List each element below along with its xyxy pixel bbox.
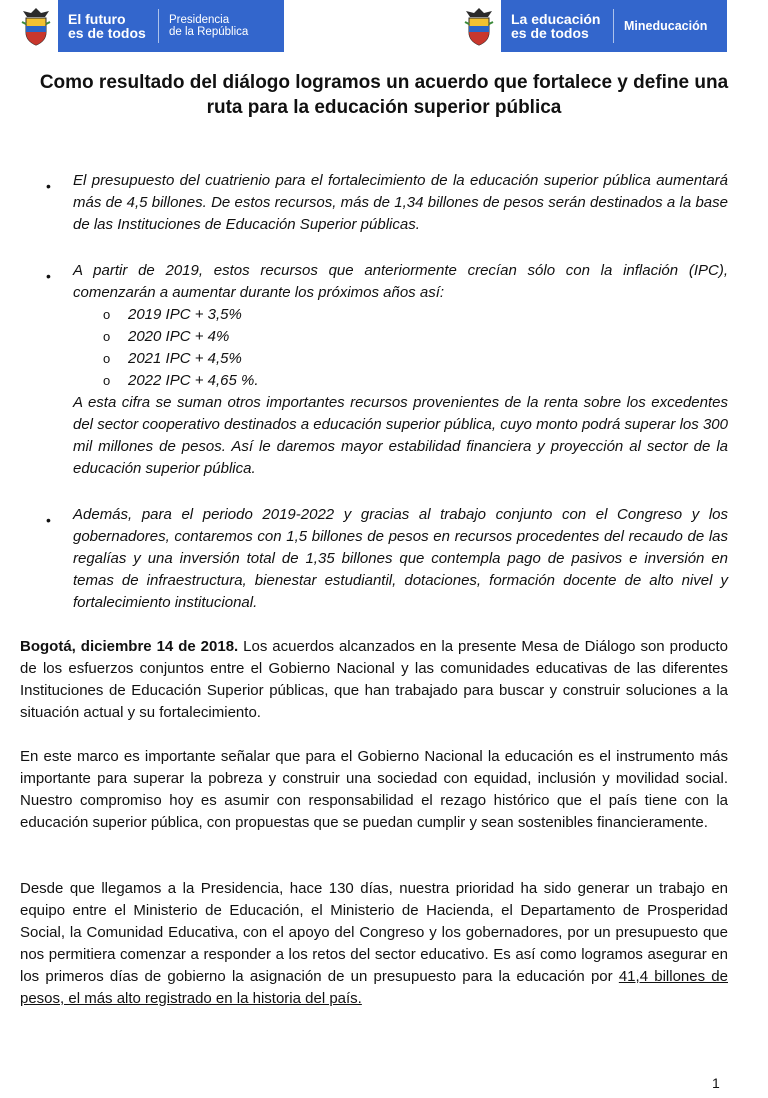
bullet-glyph: •: [46, 512, 51, 528]
sub-item: 2019 IPC + 3,5%: [128, 306, 242, 323]
sub-item: 2021 IPC + 4,5%: [128, 350, 242, 367]
paragraph-3: [20, 878, 728, 1010]
sub-bullet-glyph: o: [103, 373, 111, 388]
dateline: Bogotá, diciembre 14 de 2018.: [20, 638, 239, 655]
coat-of-arms-icon: [457, 0, 501, 52]
mineducacion-banner: [457, 0, 727, 52]
bullet-item: Además, para el periodo 2019-2022 y gracias al trabajo conjunto con el Congreso y los gobernadores, contaremos con 1,5 billones de pesos en recursos procedentes del recaudo de las regalías y una inversión total de 1,35 billones que contempla pago de pasivos e inversión en temas de infraestructura, bienestar estudiantil, dotaciones, formación docente de alto nivel y fortalecimiento institucional.: [73, 506, 728, 611]
banner-entity: Presidencia de la República: [169, 14, 249, 38]
sub-item: 2022 IPC + 4,65 %.: [128, 372, 259, 389]
bullet-item: El presupuesto del cuatrienio para el fortalecimiento de la educación superior pública aumentará más de 4,5 billones. De estos recursos, más de 1,34 billones de pesos serán destinados a la base de las Instituciones de Educación Superior públicas.: [73, 172, 728, 233]
coat-of-arms-icon: [14, 0, 58, 52]
page-number: 1: [712, 1075, 720, 1091]
paragraph-text: Desde que llegamos a la Presidencia, hace 130 días, nuestra prioridad ha sido generar un trabajo en equipo entre el Ministerio de Educación, el Ministerio de Hacienda, el Departamento de Prosperidad Social, la Comunidad Educativa, con el apoyo del Congreso y los gobernadores, por un presupuesto que nos permitiera comenzar a responder a los retos del sector educativo. Es así como logramos asegurar en los primeros días de gobierno la asignación de un presupuesto para la educación por: [20, 880, 728, 985]
presidencia-banner: [14, 0, 284, 52]
banner-slogan: El futuro es de todos: [68, 11, 146, 41]
paragraph-text: Los acuerdos alcanzados en la presente Mesa de Diálogo son producto de los esfuerzos conjuntos entre el Gobierno Nacional y las comunidades educativas de las diferentes Instituciones de Educación Superior públicas, que han trabajado para buscar y construir soluciones a la situación actual y su fortalecimiento.: [20, 638, 728, 721]
document-title: Como resultado del diálogo logramos un acuerdo que fortalece y define una ruta para la educación superior pública: [39, 72, 729, 118]
bullet-continuation: A esta cifra se suman otros importantes recursos provenientes de la renta sobre los excedentes del sector cooperativo destinados a educación superior pública, cuyo monto podrá superar los 300 mil millones de pesos. Así le daremos mayor estabilidad financiera y proyección al sector de la educación superior pública.: [73, 394, 728, 477]
banner-slogan: La educación es de todos: [511, 11, 601, 41]
sub-bullet-glyph: o: [103, 351, 111, 366]
bullet-item: A partir de 2019, estos recursos que anteriormente crecían sólo con la inflación (IPC), comenzarán a aumentar durante los próximos años así:: [73, 262, 728, 301]
banner-entity: Mineducación: [624, 19, 708, 33]
bullet-glyph: •: [46, 268, 51, 284]
sub-item: 2020 IPC + 4%: [128, 328, 230, 345]
sub-bullet-glyph: o: [103, 307, 111, 322]
underlined-text: 41,4 billones de pesos, el más alto registrado en la historia del país.: [20, 968, 728, 1007]
bullet-glyph: •: [46, 178, 51, 194]
paragraph-1: [20, 636, 728, 724]
sub-bullet-glyph: o: [103, 329, 111, 344]
paragraph-2: En este marco es importante señalar que para el Gobierno Nacional la educación es el instrumento más importante para superar la pobreza y construir una sociedad con equidad, inclusión y movilidad social. Nuestro compromiso hoy es asumir con responsabilidad el rezago histórico que el país tiene con la educación superior pública, con propuestas que se puedan cumplir y sean sostenibles financieramente.: [20, 748, 728, 831]
